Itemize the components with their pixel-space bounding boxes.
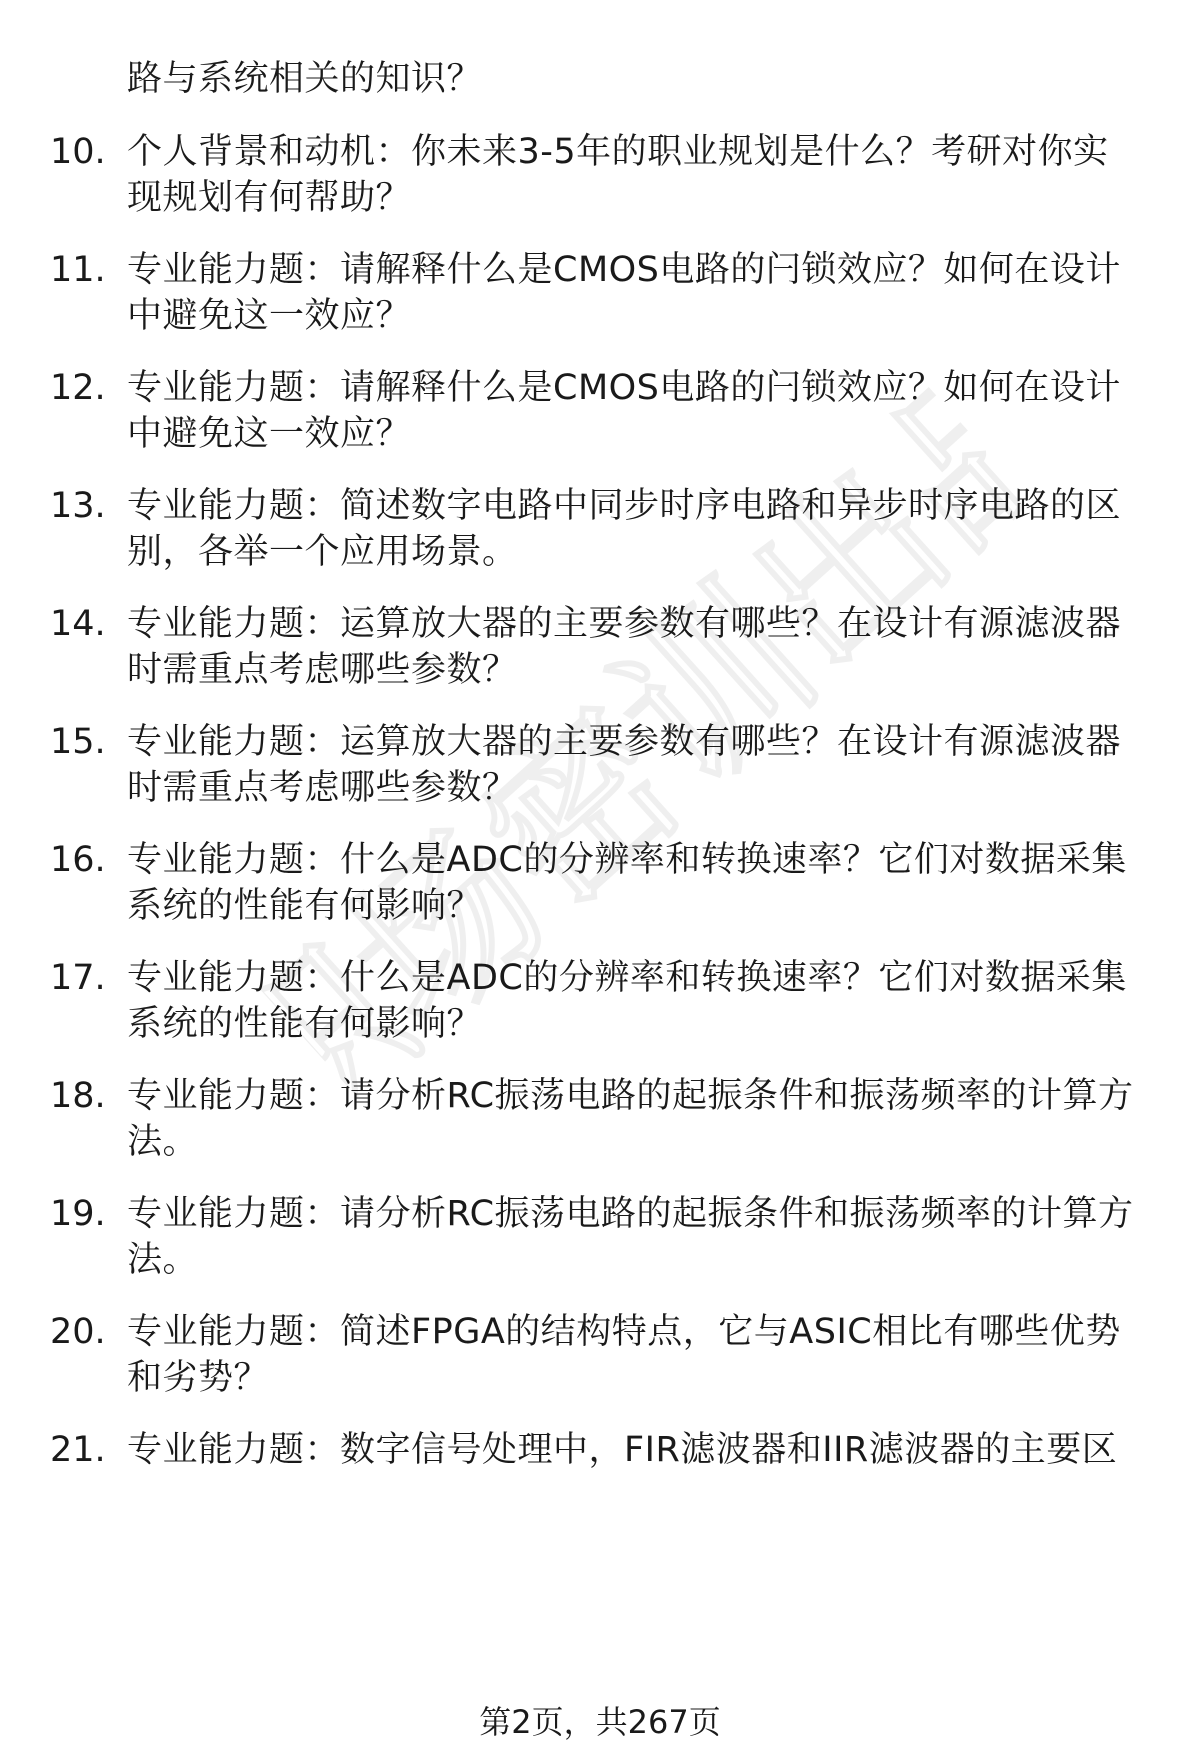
item-10-line-2: 现规划有何帮助？ <box>127 178 412 218</box>
item-12-line-1: 专业能力题：请解释什么是CMOS电路的闩锁效应？如何在设计 <box>127 368 1121 408</box>
item-11-line-1: 专业能力题：请解释什么是CMOS电路的闩锁效应？如何在设计 <box>127 250 1121 290</box>
item-20-line-1: 专业能力题：简述FPGA的结构特点，它与ASIC相比有哪些优势 <box>127 1312 1121 1352</box>
item-17-number: 17. <box>50 958 106 998</box>
item-19-number: 19. <box>50 1194 106 1234</box>
item-16-number: 16. <box>50 840 106 880</box>
item-12-line-2: 中避免这一效应？ <box>127 414 412 454</box>
watermark-text: 职场密训出品 <box>228 352 1072 1148</box>
page-footer: 第2页，共267页 <box>479 1703 721 1741</box>
item-19-line-2: 法。 <box>127 1240 199 1280</box>
item-18-number: 18. <box>50 1076 106 1116</box>
item-14-number: 14. <box>50 604 106 644</box>
item-13-number: 13. <box>50 486 106 526</box>
item-15-line-2: 时需重点考虑哪些参数？ <box>127 768 518 808</box>
item-21-line-1: 专业能力题：数字信号处理中，FIR滤波器和IIR滤波器的主要区 <box>127 1430 1118 1470</box>
item-20-line-2: 和劣势？ <box>127 1358 270 1398</box>
item-0-line-1: 路与系统相关的知识？ <box>127 59 483 99</box>
item-16-line-1: 专业能力题：什么是ADC的分辨率和转换速率？它们对数据采集 <box>127 840 1127 880</box>
item-10-line-1: 个人背景和动机：你未来3-5年的职业规划是什么？考研对你实 <box>127 132 1109 172</box>
item-15-number: 15. <box>50 722 106 762</box>
item-17-line-1: 专业能力题：什么是ADC的分辨率和转换速率？它们对数据采集 <box>127 958 1127 998</box>
item-21-number: 21. <box>50 1430 106 1470</box>
item-11-number: 11. <box>50 250 106 290</box>
item-18-line-1: 专业能力题：请分析RC振荡电路的起振条件和振荡频率的计算方 <box>127 1076 1134 1116</box>
item-12-number: 12. <box>50 368 106 408</box>
item-11-line-2: 中避免这一效应？ <box>127 296 412 336</box>
item-15-line-1: 专业能力题：运算放大器的主要参数有哪些？在设计有源滤波器 <box>127 722 1122 762</box>
item-19-line-1: 专业能力题：请分析RC振荡电路的起振条件和振荡频率的计算方 <box>127 1194 1134 1234</box>
item-18-line-2: 法。 <box>127 1122 199 1162</box>
item-13-line-2: 别，各举一个应用场景。 <box>127 532 518 572</box>
item-13-line-1: 专业能力题：简述数字电路中同步时序电路和异步时序电路的区 <box>127 486 1122 526</box>
item-20-number: 20. <box>50 1312 106 1352</box>
item-17-line-2: 系统的性能有何影响？ <box>127 1004 483 1044</box>
item-10-number: 10. <box>50 132 106 172</box>
item-14-line-2: 时需重点考虑哪些参数？ <box>127 650 518 690</box>
item-16-line-2: 系统的性能有何影响？ <box>127 886 483 926</box>
item-14-line-1: 专业能力题：运算放大器的主要参数有哪些？在设计有源滤波器 <box>127 604 1122 644</box>
